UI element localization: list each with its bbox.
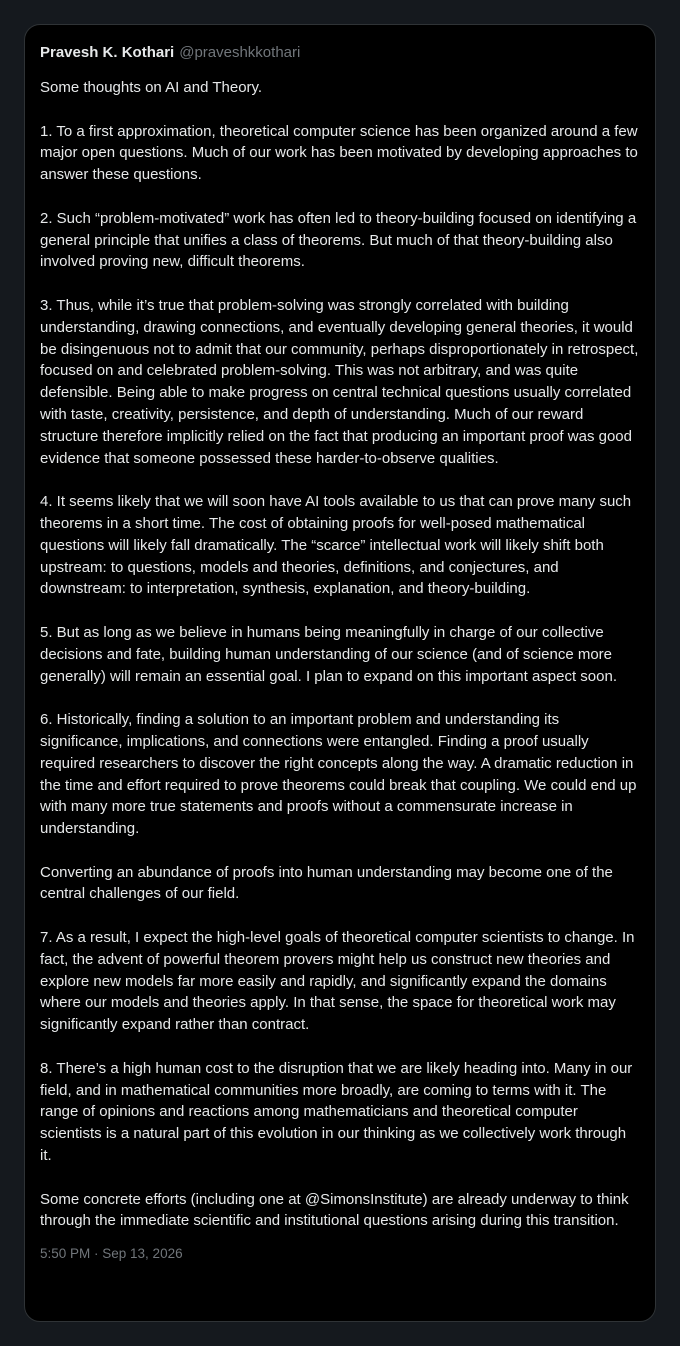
final-paragraph-text-after: ) are already underway to think through the immediate scientific and institutional questions arising during this transition. <box>40 1190 629 1230</box>
author-name[interactable]: Pravesh K. Kothari <box>40 44 175 61</box>
tweet-body <box>40 77 640 1232</box>
tweet-paragraph: 8. There’s a high human cost to the disruption that we are likely heading into. Many in our field, and in mathematical communities more broadly, are coming to terms with it. The range of opinions and reactions among mathematicians and theoretical computer scientists is a natural part of this evolution in our thinking as we collectively work through it. <box>40 1059 633 1165</box>
author-handle[interactable]: @praveshkkothari <box>179 44 301 61</box>
tweet-paragraph: 7. As a result, I expect the high-level goals of theoretical computer scientists to change. In fact, the advent of powerful theorem provers might help us construct new theories and explore new models far more easily and rapidly, and significantly expand the domains where our models and theories apply. In that sense, the space for theoretical work may significantly expand rather than contract. <box>40 929 635 1034</box>
tweet-paragraph: Converting an abundance of proofs into human understanding may become one of the central challenges of our field. <box>40 863 613 903</box>
tweet-header <box>40 43 640 63</box>
tweet-paragraph: 6. Historically, finding a solution to an important problem and understanding its significance, implications, and connections were entangled. Finding a proof usually required researchers to discover the right concepts along the way. A dramatic reduction in the time and effort required to prove theorems could break that coupling. We could end up with many more true statements and proofs without a commensurate increase in understanding. <box>40 711 637 838</box>
tweet-paragraph: Some thoughts on AI and Theory. <box>40 79 263 96</box>
final-paragraph-text-before: Some concrete efforts (including one at <box>40 1190 305 1208</box>
tweet-paragraph: 3. Thus, while it’s true that problem-solving was strongly correlated with building understanding, drawing connections, and eventually developing general theories, it would be disingenuous not to admit that our community, perhaps disproportionately in retrospect, focused on and celebrated problem-solving. This was not arbitrary, and was quite defensible. Being able to make progress on central technical questions usually correlated with taste, creativity, persistence, and depth of understanding. Much of our reward structure therefore implicitly relied on the fact that producing an important proof was good evidence that someone possessed these harder-to-observe qualities. <box>40 296 639 467</box>
tweet-paragraph: 2. Such “problem-motivated” work has often led to theory-building focused on identifying a general principle that unifies a class of theorems. But much of that theory-building also involved proving new, difficult theorems. <box>40 209 637 271</box>
tweet-paragraph: 1. To a first approximation, theoretical computer science has been organized around a few major open questions. Much of our work has been motivated by developing approaches to answer these questions. <box>40 122 638 184</box>
tweet-paragraph: 5. But as long as we believe in humans being meaningfully in charge of our collective decisions and fate, building human understanding of our science (and of science more generally) will remain an essential goal. I plan to expand on this important aspect soon. <box>40 623 617 685</box>
mention-link[interactable]: @SimonsInstitute <box>304 1190 423 1208</box>
tweet-paragraph-final <box>40 1189 640 1233</box>
tweet-card <box>24 24 656 1322</box>
tweet-paragraph: 4. It seems likely that we will soon have AI tools available to us that can prove many such theorems in a short time. The cost of obtaining proofs for well-posed mathematical questions will likely fall dramatically. The “scarce” intellectual work will likely shift both upstream: to questions, models and theories, definitions, and conjectures, and downstream: to interpretation, synthesis, explanation, and theory-building. <box>40 493 632 598</box>
tweet-timestamp[interactable]: 5:50 PM · Sep 13, 2026 <box>40 1246 183 1262</box>
